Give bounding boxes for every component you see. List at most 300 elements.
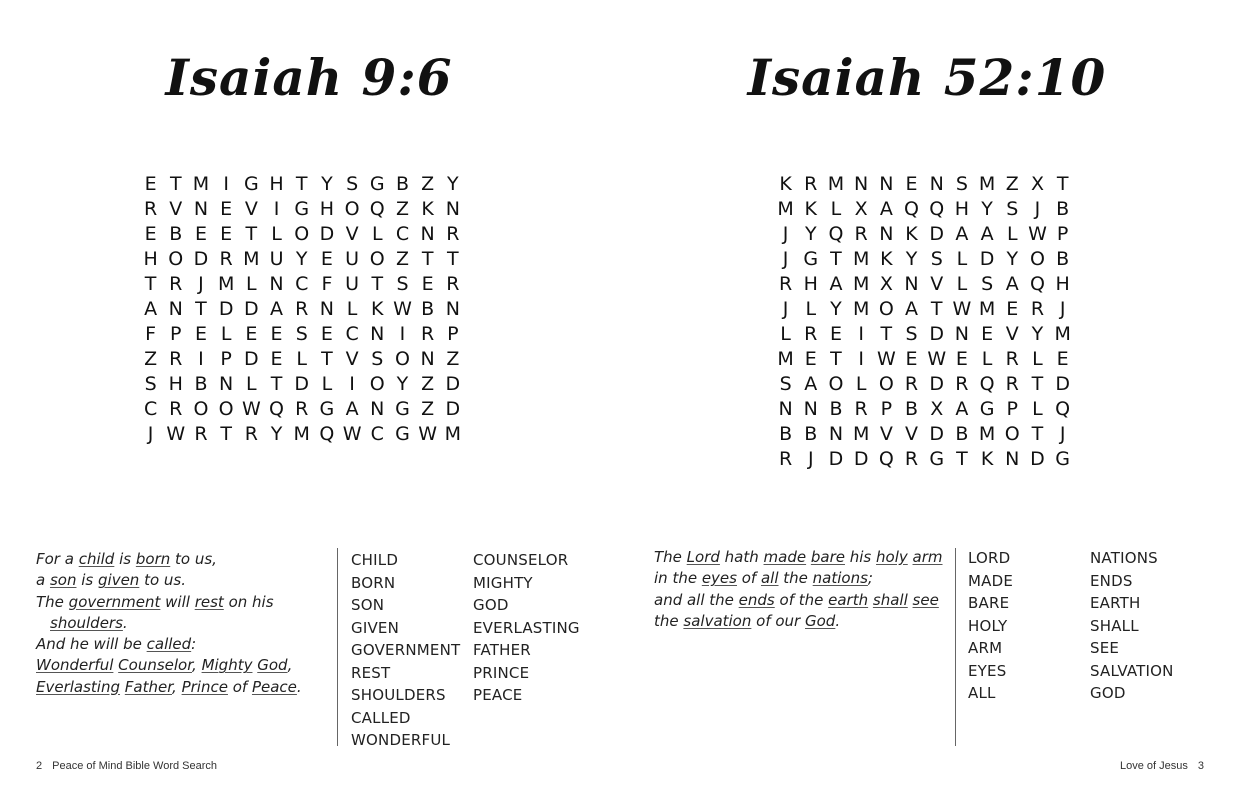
grid-letter: O	[369, 248, 385, 270]
underlined-word: shoulders	[50, 613, 123, 632]
grid-letter: E	[270, 323, 283, 345]
grid-letter: L	[296, 348, 308, 370]
grid-letter: D	[929, 373, 945, 395]
verse-line	[36, 592, 302, 613]
verse-line	[36, 634, 302, 655]
grid-letter: R	[904, 373, 919, 395]
grid-letter: Y	[321, 173, 333, 195]
grid-letter: M	[827, 173, 845, 195]
grid-letter: A	[955, 223, 969, 245]
grid-letter: Y	[905, 248, 918, 270]
grid-letter: S	[955, 173, 968, 195]
verse-text: And he will be	[36, 635, 147, 654]
verse-line	[36, 677, 302, 698]
grid-letter: R	[169, 273, 183, 295]
grid-letter: E	[320, 323, 333, 345]
grid-letter: T	[195, 298, 207, 320]
grid-letter: X	[1030, 173, 1044, 195]
grid-row	[773, 197, 1075, 222]
grid-letter: T	[1031, 423, 1044, 445]
grid-row	[138, 347, 465, 372]
grid-row	[138, 222, 465, 247]
word-list-item: SALVATION	[1090, 661, 1174, 680]
grid-letter: D	[929, 323, 945, 345]
verse-text: to us.	[139, 571, 186, 590]
grid-letter: I	[399, 323, 406, 345]
grid-letter: R	[1030, 298, 1045, 320]
word-list-item: CALLED	[351, 708, 411, 727]
verse-text: ,	[172, 677, 182, 696]
grid-letter: L	[321, 373, 333, 395]
word-list-item: REST	[351, 663, 391, 682]
grid-letter: L	[371, 223, 383, 245]
grid-row	[773, 272, 1075, 297]
grid-letter: J	[782, 248, 789, 270]
grid-letter: T	[930, 298, 943, 320]
divider	[955, 548, 956, 746]
grid-letter: O	[878, 298, 894, 320]
verse-text: ,	[192, 656, 202, 675]
grid-letter: J	[147, 423, 154, 445]
underlined-word: earth	[828, 590, 869, 609]
grid-letter: W	[393, 298, 412, 320]
underlined-word: government	[68, 592, 161, 611]
word-list-column	[968, 547, 1013, 705]
grid-letter: B	[905, 398, 919, 420]
grid-letter: P	[1056, 223, 1069, 245]
grid-letter: R	[1005, 373, 1019, 395]
word-list-item: ARM	[968, 639, 1003, 657]
grid-letter: X	[879, 273, 893, 295]
verse-line	[654, 611, 943, 632]
grid-letter: I	[858, 348, 864, 370]
word-search-grid	[138, 172, 465, 447]
grid-letter: C	[345, 323, 359, 345]
grid-letter: D	[445, 373, 461, 395]
grid-letter: K	[779, 173, 792, 195]
grid-letter: T	[447, 248, 459, 270]
underlined-word: Everlasting	[36, 677, 121, 696]
grid-letter: W	[342, 423, 362, 445]
grid-letter: J	[782, 298, 789, 320]
book-title: Peace of Mind Bible Word Search	[52, 760, 218, 772]
grid-letter: V	[345, 348, 359, 370]
verse-text: .	[835, 611, 841, 630]
grid-letter: O	[168, 248, 184, 270]
underlined-word: given	[98, 571, 140, 590]
grid-letter: J	[198, 273, 204, 295]
grid-letter: B	[421, 298, 435, 320]
grid-letter: T	[1031, 373, 1044, 395]
grid-letter: N	[219, 373, 234, 395]
grid-letter: V	[930, 273, 944, 295]
grid-letter: G	[243, 173, 259, 195]
grid-letter: Z	[421, 173, 435, 195]
grid-letter: W	[876, 348, 896, 370]
grid-letter: E	[220, 198, 233, 220]
word-list-item: GOD	[473, 596, 509, 614]
grid-letter: B	[779, 423, 793, 445]
grid-letter: M	[217, 273, 235, 295]
grid-letter: X	[854, 198, 868, 220]
verse-text: and all the	[654, 590, 739, 609]
grid-letter: R	[295, 398, 309, 420]
grid-letter: D	[1055, 373, 1070, 395]
grid-row	[138, 322, 465, 347]
grid-letter: N	[954, 323, 970, 345]
grid-letter: C	[370, 423, 384, 445]
grid-letter: H	[143, 248, 158, 270]
grid-letter: G	[1055, 448, 1071, 470]
grid-letter: Y	[295, 248, 308, 270]
grid-letter: J	[807, 448, 814, 470]
underlined-word: made	[763, 548, 807, 566]
grid-letter: T	[321, 348, 333, 370]
grid-letter: Y	[804, 223, 817, 245]
grid-letter: W	[166, 423, 186, 445]
grid-letter: D	[319, 223, 335, 245]
word-search-grid	[773, 172, 1075, 472]
grid-letter: Y	[981, 198, 993, 220]
grid-letter: M	[293, 423, 310, 445]
verse-text: of	[227, 677, 252, 696]
verse-text: of the	[774, 590, 829, 609]
grid-letter: G	[929, 448, 945, 470]
grid-row	[138, 272, 465, 297]
grid-letter: J	[782, 223, 789, 245]
grid-letter: B	[194, 373, 208, 395]
underlined-word: called	[146, 635, 192, 654]
page-footer	[1120, 760, 1214, 772]
grid-letter: L	[805, 298, 817, 320]
grid-letter: W	[418, 423, 438, 445]
grid-letter: A	[270, 298, 284, 320]
grid-letter: L	[1006, 223, 1018, 245]
word-list-item: EYES	[968, 661, 1007, 680]
grid-letter: P	[880, 398, 893, 420]
grid-letter: Q	[878, 448, 894, 470]
grid-letter: Z	[446, 348, 460, 370]
chapter-title: Love of Jesus	[1120, 760, 1188, 772]
grid-letter: G	[395, 423, 410, 445]
grid-letter: G	[979, 398, 995, 420]
word-list-item: SON	[351, 596, 385, 614]
verse-text: .	[122, 613, 128, 632]
verse-text: :	[191, 635, 197, 654]
grid-letter: N	[420, 348, 435, 370]
word-list-column	[1090, 547, 1174, 705]
grid-letter: N	[445, 198, 460, 220]
grid-letter: R	[219, 248, 233, 270]
underlined-word: born	[135, 550, 171, 568]
grid-letter: K	[880, 248, 893, 270]
grid-letter: L	[780, 323, 791, 345]
verse-text: his	[844, 548, 877, 566]
grid-letter: D	[244, 348, 259, 370]
underlined-word: arm	[912, 548, 943, 566]
grid-letter: B	[804, 423, 818, 445]
verse-line	[36, 655, 302, 676]
grid-letter: M	[978, 173, 996, 195]
underlined-word: shall	[872, 590, 908, 609]
grid-letter: D	[1030, 448, 1045, 470]
grid-letter: K	[371, 298, 384, 320]
grid-row	[138, 172, 465, 197]
grid-letter: Q	[269, 398, 285, 420]
grid-letter: R	[194, 423, 208, 445]
verse-text: is	[119, 550, 132, 568]
grid-letter: H	[803, 273, 818, 295]
word-list-item: CHILD	[351, 551, 399, 569]
word-list-item: MADE	[968, 571, 1014, 590]
grid-letter: D	[929, 423, 945, 445]
grid-letter: N	[1005, 448, 1020, 470]
grid-letter: M	[852, 423, 870, 445]
grid-letter: K	[905, 223, 918, 245]
grid-letter: E	[1006, 298, 1019, 320]
grid-letter: H	[1055, 273, 1070, 295]
grid-letter: G	[319, 398, 335, 420]
grid-letter: E	[320, 248, 333, 270]
page-title: Isaiah 52:10	[747, 48, 1107, 107]
verse-line	[654, 568, 943, 589]
grid-letter: R	[854, 398, 868, 420]
scripture-verse	[654, 547, 943, 632]
grid-letter: Y	[1031, 323, 1044, 345]
grid-letter: Z	[395, 248, 409, 270]
verse-text: .	[296, 677, 302, 696]
grid-letter: W	[241, 398, 261, 420]
verse-line	[36, 549, 302, 570]
grid-letter: T	[169, 173, 182, 195]
underlined-word: Father	[124, 677, 173, 696]
grid-letter: J	[1059, 423, 1066, 445]
word-list-item: NATIONS	[1090, 549, 1158, 567]
underlined-word: Wonderful	[36, 656, 114, 675]
grid-letter: K	[804, 198, 818, 220]
grid-letter: D	[853, 448, 869, 470]
grid-letter: L	[220, 323, 232, 345]
grid-letter: Y	[396, 373, 409, 395]
grid-letter: V	[879, 423, 893, 445]
grid-letter: A	[1005, 273, 1019, 295]
grid-letter: R	[804, 173, 818, 195]
grid-letter: E	[144, 223, 157, 245]
word-list-item: COUNSELOR	[473, 551, 569, 569]
grid-letter: E	[829, 323, 842, 345]
grid-letter: B	[955, 423, 969, 445]
underlined-word: son	[49, 571, 77, 590]
grid-letter: P	[220, 348, 232, 370]
grid-letter: H	[269, 173, 284, 195]
grid-letter: A	[144, 298, 158, 320]
grid-letter: P	[447, 323, 459, 345]
grid-letter: M	[978, 423, 996, 445]
grid-letter: Q	[904, 198, 920, 220]
word-list-item: HOLY	[968, 616, 1008, 635]
grid-letter: O	[344, 198, 360, 220]
underlined-word: see	[912, 590, 939, 609]
grid-letter: E	[905, 348, 918, 370]
grid-letter: R	[778, 448, 793, 470]
grid-letter: Z	[421, 398, 435, 420]
grid-letter: M	[777, 198, 794, 220]
grid-letter: N	[168, 298, 183, 320]
grid-letter: E	[955, 348, 968, 370]
verse-text: the	[778, 569, 813, 588]
grid-letter: Z	[395, 198, 409, 220]
grid-letter: L	[246, 373, 257, 395]
word-list-item: GOD	[1090, 684, 1126, 702]
grid-letter: S	[396, 273, 409, 295]
grid-letter: L	[271, 223, 282, 245]
grid-letter: E	[220, 223, 233, 245]
grid-letter: R	[143, 198, 158, 220]
grid-letter: L	[830, 198, 842, 220]
word-list-item: ENDS	[1090, 571, 1133, 590]
grid-letter: O	[369, 373, 385, 395]
word-list-item: LORD	[968, 549, 1011, 567]
grid-letter: A	[804, 373, 818, 395]
verse-text: of	[736, 569, 761, 588]
grid-letter: N	[193, 198, 209, 220]
word-list-item: GOVERNMENT	[351, 641, 461, 659]
verse-text: to us,	[170, 550, 217, 568]
grid-letter: M	[1054, 323, 1071, 345]
grid-letter: E	[804, 348, 817, 370]
grid-letter: R	[169, 348, 183, 370]
verse-text: will	[160, 592, 195, 611]
grid-letter: T	[421, 248, 434, 270]
grid-row	[773, 322, 1075, 347]
word-list-item: WONDERFUL	[351, 731, 451, 749]
underlined-word: holy	[876, 548, 908, 566]
grid-letter: Y	[830, 298, 842, 320]
grid-letter: E	[245, 323, 258, 345]
grid-letter: G	[803, 248, 819, 270]
grid-letter: L	[956, 273, 968, 295]
grid-letter: D	[979, 248, 995, 270]
grid-letter: R	[295, 298, 309, 320]
grid-letter: I	[349, 373, 355, 395]
grid-row	[773, 172, 1075, 197]
grid-letter: B	[169, 223, 183, 245]
grid-letter: V	[169, 198, 183, 220]
grid-letter: T	[830, 348, 842, 370]
grid-letter: W	[952, 298, 972, 320]
word-list-item: BORN	[351, 573, 396, 592]
underlined-word: Counselor	[118, 656, 193, 675]
grid-letter: H	[168, 373, 183, 395]
word-list-item: FATHER	[473, 641, 531, 659]
word-list-item: PEACE	[473, 686, 523, 704]
grid-letter: V	[905, 423, 919, 445]
grid-letter: A	[955, 398, 969, 420]
underlined-word: nations	[812, 569, 868, 588]
grid-letter: M	[978, 298, 996, 320]
grid-letter: L	[855, 373, 867, 395]
grid-letter: M	[243, 248, 260, 270]
grid-letter: V	[1005, 323, 1019, 345]
grid-letter: D	[929, 223, 945, 245]
grid-letter: O	[193, 398, 209, 420]
grid-letter: Q	[828, 223, 844, 245]
grid-letter: K	[980, 448, 994, 470]
grid-letter: N	[828, 423, 844, 445]
word-list-item: BARE	[968, 594, 1010, 612]
grid-letter: N	[929, 173, 944, 195]
grid-letter: E	[270, 348, 283, 370]
grid-letter: E	[194, 323, 207, 345]
grid-letter: E	[981, 323, 994, 345]
grid-letter: Y	[1006, 248, 1019, 270]
verse-text: a	[36, 571, 50, 590]
grid-letter: T	[220, 423, 232, 445]
grid-letter: M	[852, 273, 870, 295]
grid-letter: S	[981, 273, 994, 295]
grid-letter: A	[829, 273, 843, 295]
word-list-item: SEE	[1090, 639, 1120, 657]
grid-letter: T	[371, 273, 384, 295]
grid-letter: C	[143, 398, 158, 420]
grid-letter: O	[218, 398, 234, 420]
word-list-item: MIGHTY	[473, 573, 533, 592]
grid-row	[138, 297, 465, 322]
word-list-item: PRINCE	[473, 663, 530, 682]
grid-row	[138, 197, 465, 222]
verse-line	[654, 547, 943, 568]
verse-line	[36, 570, 302, 591]
grid-letter: E	[421, 273, 434, 295]
verse-text: is	[76, 571, 98, 590]
grid-letter: L	[981, 348, 993, 370]
word-list-item: SHOULDERS	[351, 686, 446, 704]
page-footer	[26, 760, 217, 772]
grid-letter: B	[1056, 198, 1070, 220]
word-list-item: GIVEN	[351, 618, 400, 637]
grid-letter: M	[777, 348, 794, 370]
grid-letter: M	[852, 298, 870, 320]
grid-letter: U	[345, 273, 360, 295]
underlined-word: salvation	[683, 611, 752, 630]
grid-letter: O	[1004, 423, 1020, 445]
verse-text: The	[36, 592, 69, 611]
grid-letter: V	[244, 198, 258, 220]
grid-letter: T	[880, 323, 893, 345]
grid-row	[138, 247, 465, 272]
grid-letter: S	[779, 373, 792, 395]
grid-letter: R	[904, 448, 919, 470]
grid-letter: T	[144, 273, 157, 295]
grid-letter: X	[930, 398, 944, 420]
underlined-word: Prince	[181, 677, 228, 696]
grid-letter: E	[1056, 348, 1069, 370]
grid-letter: G	[369, 173, 385, 195]
underlined-word: all	[760, 569, 779, 588]
grid-letter: Y	[447, 173, 459, 195]
underlined-word: eyes	[701, 569, 737, 588]
page-title: Isaiah 9:6	[165, 48, 453, 107]
grid-letter: L	[956, 248, 968, 270]
grid-letter: U	[345, 248, 360, 270]
grid-letter: C	[395, 223, 410, 245]
grid-letter: R	[1005, 348, 1019, 370]
grid-row	[138, 372, 465, 397]
grid-letter: N	[420, 223, 435, 245]
grid-row	[773, 297, 1075, 322]
grid-letter: A	[905, 298, 919, 320]
grid-letter: Y	[270, 423, 283, 445]
